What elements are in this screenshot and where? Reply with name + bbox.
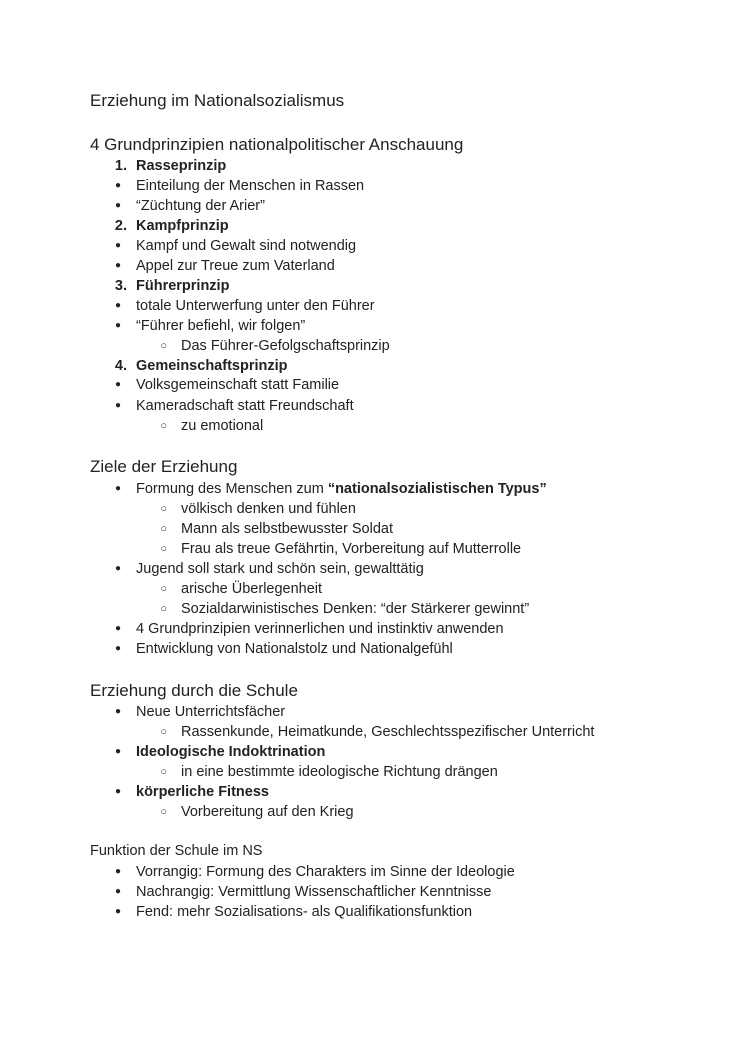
circle-bullet-icon: ○ [160,523,167,535]
list-item-text: Nachrangig: Vermittlung Wissenschaftlicher Kenntnisse [136,884,492,900]
bullet-icon: ● [114,746,121,757]
bullet-icon: ● [114,400,121,411]
circle-bullet-icon: ○ [160,503,167,515]
list-item-text: Frau als treue Gefährtin, Vorbereitung auf Mutterrolle [181,541,522,557]
list-item-text: Führerprinzip [136,278,230,294]
bullet-icon: ● [114,786,121,797]
list-item-text: “Führer befiehl, wir folgen” [136,318,306,334]
circle-bullet-icon: ○ [160,726,167,738]
bullet-icon: ● [114,643,121,654]
section-heading-funktion: Funktion der Schule im NS [90,843,263,859]
bullet-icon: ● [114,379,121,390]
list-item-text: zu emotional [181,418,264,434]
list-item-text: körperliche Fitness [136,784,269,800]
circle-bullet-icon: ○ [160,543,167,555]
section-heading-grundprinzipien: 4 Grundprinzipien nationalpolitischer Anschauung [90,135,464,154]
bullet-icon: ● [114,240,121,251]
list-item-text: arische Überlegenheit [181,581,323,597]
list-item-text: Volksgemeinschaft statt Familie [136,377,340,393]
list-item-text: 4 Grundprinzipien verinnerlichen und instinktiv anwenden [136,621,504,637]
circle-bullet-icon: ○ [160,340,167,352]
list-item-text: Fend: mehr Sozialisations- als Qualifikationsfunktion [136,904,473,920]
circle-bullet-icon: ○ [160,806,167,818]
list-item-text: völkisch denken und fühlen [181,501,356,517]
list-item-text: in eine bestimmte ideologische Richtung drängen [181,764,498,780]
bullet-icon: ● [114,200,121,211]
bullet-icon: ● [114,866,121,877]
bullet-icon: ● [114,623,121,634]
list-item-text: Neue Unterrichtsfächer [136,704,286,720]
bullet-icon: ● [114,483,121,494]
list-item-text: Kameradschaft statt Freundschaft [136,398,354,414]
bullet-icon: ● [114,706,121,717]
bullet-icon: ● [114,563,121,574]
list-number: 1. [114,158,127,174]
list-item-text: Das Führer-Gefolgschaftsprinzip [181,338,390,354]
circle-bullet-icon: ○ [160,583,167,595]
list-item-text: Sozialdarwinistisches Denken: “der Stärkerer gewinnt” [181,601,530,617]
circle-bullet-icon: ○ [160,603,167,615]
bullet-icon: ● [114,260,121,271]
list-item-text: Rasseprinzip [136,158,227,174]
list-item-text: Jugend soll stark und schön sein, gewalttätig [136,561,424,577]
bullet-icon: ● [114,886,121,897]
list-item-text: Einteilung der Menschen in Rassen [136,178,365,194]
list-item-text: Vorbereitung auf den Krieg [181,804,354,820]
list-item-text: Entwicklung von Nationalstolz und Nationalgefühl [136,641,453,657]
list-number: 4. [114,358,127,374]
list-item-text: totale Unterwerfung unter den Führer [136,298,375,314]
bullet-icon: ● [114,906,121,917]
list-item-text: Ideologische Indoktrination [136,744,326,760]
section-heading-ziele: Ziele der Erziehung [90,457,238,476]
list-number: 3. [114,278,127,294]
list-item-text: Gemeinschaftsprinzip [136,358,288,374]
list-item-text: Kampfprinzip [136,218,229,234]
list-item-text: “Züchtung der Arier” [136,198,265,214]
bullet-icon: ● [114,300,121,311]
list-item-text: Vorrangig: Formung des Charakters im Sinne der Ideologie [136,864,515,880]
list-item-text: Appel zur Treue zum Vaterland [136,258,335,274]
circle-bullet-icon: ○ [160,766,167,778]
list-item-bold-text: “nationalsozialistischen Typus” [327,481,547,497]
list-item-text: Rassenkunde, Heimatkunde, Geschlechtsspezifischer Unterricht [181,724,595,740]
list-number: 2. [114,218,127,234]
bullet-icon: ● [114,180,121,191]
list-item-text: Mann als selbstbewusster Soldat [181,521,393,537]
circle-bullet-icon: ○ [160,420,167,432]
list-item-text: Kampf und Gewalt sind notwendig [136,238,357,254]
list-item-text: Formung des Menschen zum [136,481,328,497]
section-heading-schule: Erziehung durch die Schule [90,681,298,700]
bullet-icon: ● [114,320,121,331]
document-title: Erziehung im Nationalsozialismus [90,91,345,110]
